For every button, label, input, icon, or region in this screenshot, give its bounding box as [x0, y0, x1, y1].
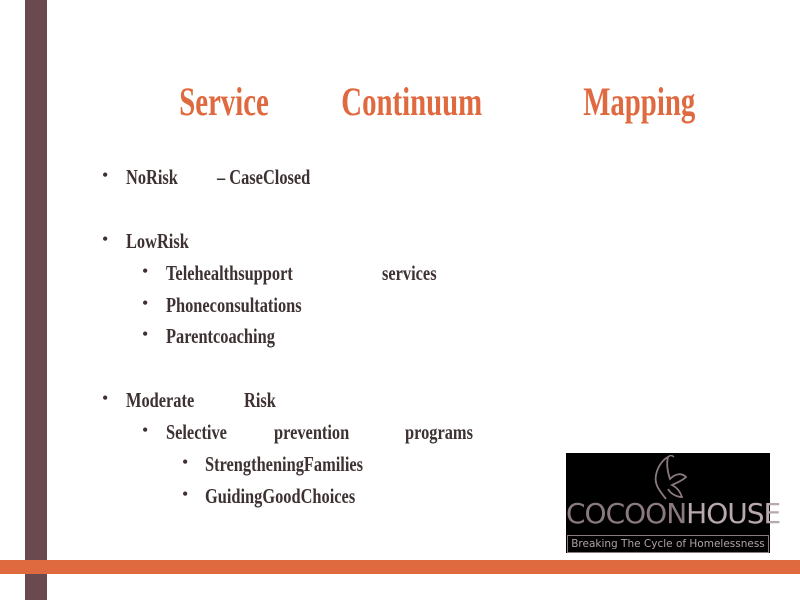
bullet-marker: • — [182, 452, 189, 472]
bullet-marker: • — [142, 324, 149, 344]
list-item-programs: programs — [405, 420, 473, 444]
slide-title — [0, 78, 696, 128]
bullet-marker: • — [102, 388, 109, 408]
title-word-service: Service — [179, 79, 269, 124]
bullet-marker: • — [142, 293, 149, 313]
bullet-marker: • — [142, 420, 149, 440]
list-item-moderate: Moderate — [126, 388, 195, 412]
list-item-risk: Risk — [244, 388, 276, 412]
list-item-selective: Selective — [166, 420, 227, 444]
list-item-telehealth: Telehealthsupport — [166, 261, 293, 285]
bottom-accent-bar — [0, 560, 800, 574]
butterfly-icon — [646, 455, 690, 501]
list-item-no-risk: NoRisk — [126, 165, 178, 189]
logo-name: COCOONHOUSE — [566, 497, 781, 530]
logo-tagline: Breaking The Cycle of Homelessness — [567, 535, 769, 553]
list-item-strengthening-families: StrengtheningFamilies — [205, 452, 364, 476]
list-item-low-risk: LowRisk — [126, 229, 189, 253]
list-item-guiding-good-choices: GuidingGoodChoices — [205, 484, 356, 508]
list-item-prevention: prevention — [274, 420, 350, 444]
bullet-marker: • — [142, 261, 149, 281]
cocoon-house-logo — [566, 453, 781, 553]
list-item-phone-consultations: Phoneconsultations — [166, 293, 302, 317]
bullet-marker: • — [102, 165, 109, 185]
title-word-mapping: Mapping — [583, 79, 696, 124]
bullet-marker: • — [102, 229, 109, 249]
list-item-services: services — [382, 261, 437, 285]
list-item-case-closed: – CaseClosed — [217, 165, 311, 189]
bullet-marker: • — [182, 484, 189, 504]
list-item-parent-coaching: Parentcoaching — [166, 324, 275, 348]
title-word-continuum: Continuum — [341, 79, 483, 124]
